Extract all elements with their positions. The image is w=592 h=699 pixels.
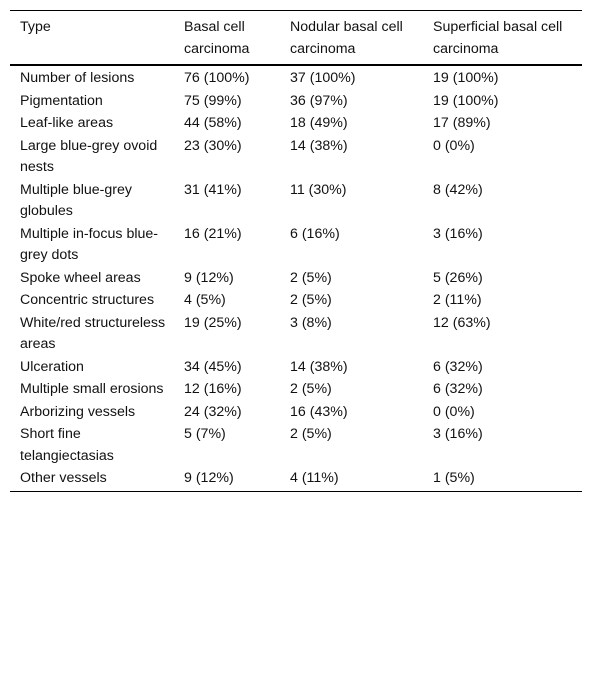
row-label-cell: Short fine telangiectasias <box>20 426 114 464</box>
table-cell: 31 (41%) <box>184 181 242 198</box>
row-label-cell: Multiple in-focus blue-grey dots <box>20 225 158 263</box>
row-label-cell: Concentric structures <box>20 292 155 308</box>
table-row <box>10 313 582 357</box>
table-cell: 4 (11%) <box>290 470 339 486</box>
table-cell: 2 (5%) <box>290 292 332 308</box>
table-cell: 6 (32%) <box>433 358 483 375</box>
table-cell: 18 (49%) <box>290 115 348 131</box>
data-table <box>10 10 582 492</box>
table-cell: 2 (11%) <box>433 292 482 308</box>
table-row <box>10 402 582 425</box>
table-cell: 0 (0%) <box>433 137 475 154</box>
table-cell: 23 (30%) <box>184 137 242 154</box>
table-row <box>10 224 582 268</box>
table-row <box>10 91 582 114</box>
table-cell: 4 (5%) <box>184 292 226 308</box>
row-label-cell: Other vessels <box>20 470 107 486</box>
table-cell: 19 (100%) <box>433 70 499 86</box>
table-row <box>10 268 582 291</box>
table-cell: 19 (100%) <box>433 92 499 109</box>
row-label-cell: Number of lesions <box>20 70 135 86</box>
column-header-superficial: Superficial basal cell carcinoma <box>433 19 563 57</box>
row-label-cell: Spoke wheel areas <box>20 269 141 286</box>
column-header-nodular: Nodular basal cell carcinoma <box>290 19 403 57</box>
table-row <box>10 424 582 468</box>
table-container <box>10 10 582 492</box>
table-cell: 24 (32%) <box>184 403 242 420</box>
table-row <box>10 65 582 91</box>
table-cell: 75 (99%) <box>184 92 242 109</box>
table-cell: 19 (25%) <box>184 314 242 331</box>
table-cell: 17 (89%) <box>433 115 491 131</box>
table-row <box>10 290 582 313</box>
table-header-row <box>10 11 582 66</box>
table-row <box>10 357 582 380</box>
row-label-cell: Multiple small erosions <box>20 381 164 397</box>
table-row <box>10 136 582 180</box>
table-cell: 34 (45%) <box>184 358 242 375</box>
column-header-bcc: Basal cell carcinoma <box>184 19 250 57</box>
table-cell: 6 (32%) <box>433 381 483 397</box>
row-label-cell: Multiple blue-grey globules <box>20 181 132 219</box>
table-cell: 2 (5%) <box>290 426 332 442</box>
table-cell: 36 (97%) <box>290 92 348 109</box>
row-label-cell: Pigmentation <box>20 92 103 109</box>
row-label-cell: Leaf-like areas <box>20 115 114 131</box>
row-label-cell: Ulceration <box>20 358 84 375</box>
table-cell: 3 (8%) <box>290 314 332 331</box>
table-cell: 16 (21%) <box>184 225 242 242</box>
table-cell: 16 (43%) <box>290 403 348 420</box>
table-cell: 37 (100%) <box>290 70 356 86</box>
table-cell: 9 (12%) <box>184 269 234 286</box>
table-cell: 1 (5%) <box>433 470 475 486</box>
table-cell: 3 (16%) <box>433 225 483 242</box>
table-cell: 14 (38%) <box>290 358 348 375</box>
table-row <box>10 379 582 402</box>
table-cell: 9 (12%) <box>184 470 234 486</box>
table-row <box>10 468 582 491</box>
table-cell: 6 (16%) <box>290 225 340 242</box>
table-cell: 2 (5%) <box>290 269 332 286</box>
table-row <box>10 113 582 136</box>
table-cell: 3 (16%) <box>433 426 483 442</box>
table-cell: 76 (100%) <box>184 70 250 86</box>
table-cell: 12 (63%) <box>433 314 491 331</box>
table-cell: 8 (42%) <box>433 181 483 198</box>
table-cell: 0 (0%) <box>433 403 475 420</box>
table-cell: 5 (7%) <box>184 426 226 442</box>
row-label-cell: Large blue-grey ovoid nests <box>20 137 158 175</box>
column-header-type: Type <box>20 19 51 35</box>
table-cell: 5 (26%) <box>433 269 483 286</box>
row-label-cell: Arborizing vessels <box>20 403 136 420</box>
table-cell: 11 (30%) <box>290 181 347 198</box>
table-cell: 2 (5%) <box>290 381 332 397</box>
row-label-cell: White/red structureless areas <box>20 314 166 352</box>
table-cell: 14 (38%) <box>290 137 348 154</box>
table-body <box>10 65 582 491</box>
table-cell: 12 (16%) <box>184 381 242 397</box>
table-cell: 44 (58%) <box>184 115 242 131</box>
table-row <box>10 180 582 224</box>
